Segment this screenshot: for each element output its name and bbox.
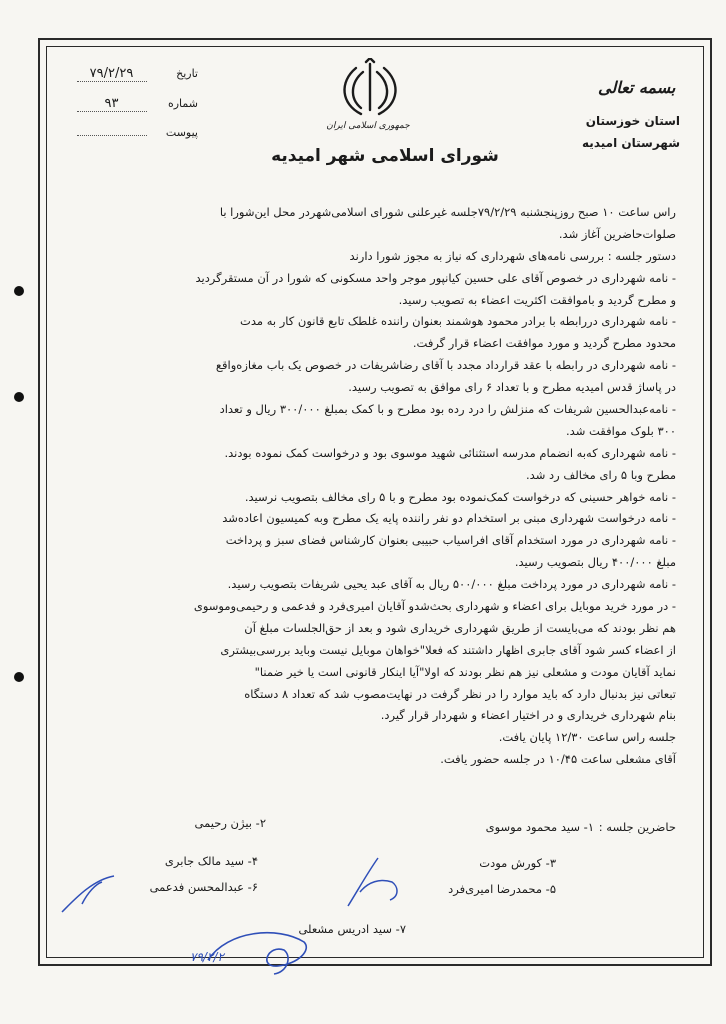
punch-hole bbox=[14, 286, 24, 296]
attendee: ۳- کورش مودت bbox=[479, 856, 556, 870]
province-label: استان خوزستان bbox=[585, 114, 680, 128]
body-line: - نامه شهرداری در رابطه با عقد قرارداد مجدد با آقای رضاشریفات در خصوص یک باب مغازه‌واقع bbox=[215, 358, 676, 373]
body-line: - در مورد خرید موبایل برای اعضاء و شهرداری بحث‌شدو آقایان امیری‌فرد و فدعمی و رحیمی‌وموسوی bbox=[193, 599, 676, 614]
number-value: ۹۳ bbox=[77, 96, 147, 112]
body-line: - نامه شهرداری در مورد استخدام آقای افراسیاب حبیبی بعنوان کارشناس فضای سبز و پرداخت bbox=[225, 533, 676, 548]
date-field bbox=[58, 66, 198, 82]
council-title: شورای اسلامی شهر امیدیه bbox=[271, 146, 499, 166]
signature-icon bbox=[340, 852, 410, 914]
county-label: شهرستان امیدیه bbox=[582, 136, 680, 150]
body-line: نماید آقایان مودت و مشعلی نیز هم نظر بودند که اولا"آیا اینکار قانونی است یا خیر ضمنا" bbox=[254, 664, 676, 679]
attendee: ۶- عبدالمحسن فدعمی bbox=[149, 880, 258, 894]
punch-hole bbox=[14, 672, 24, 682]
body-line: - نامه خواهر حسینی که درخواست کمک‌نموده بود مطرح و با ۵ رای مخالف بتصویب نرسید. bbox=[244, 489, 676, 504]
body-line: بنام شهرداری خریداری و در اختیار اعضاء و شهردار قرار گیرد. bbox=[380, 708, 676, 723]
body-line: از اعضاء کسر شود آقای جابری اظهار داشتند که فعلا"خواهان موبایل نیست وباید بررسی‌بیشتری bbox=[220, 642, 676, 657]
body-line: مبلغ ۴۰۰/۰۰۰ ریال بتصویب رسید. bbox=[514, 555, 676, 570]
body-line: جلسه راس ساعت ۱۲/۳۰ پایان یافت. bbox=[498, 730, 676, 745]
minutes-body bbox=[62, 202, 676, 771]
number-field bbox=[58, 96, 198, 112]
date-value: ۷۹/۲/۲۹ bbox=[77, 66, 147, 82]
attendee: ۵- محمدرضا امیری‌فرد bbox=[448, 882, 556, 896]
body-line: - نامه شهرداری در خصوص آقای علی حسین کیانپور موجر واحد مسکونی که شورا در آن مستقرگردید bbox=[195, 270, 676, 285]
emblem-caption: جمهوری اسلامی ایران bbox=[326, 121, 410, 131]
punch-hole bbox=[14, 392, 24, 402]
attendee: ۴- سید مالک جابری bbox=[164, 854, 258, 868]
body-line: آقای مشعلی ساعت ۱۰/۴۵ در جلسه حضور یافت. bbox=[440, 752, 676, 767]
attendee: ۷- سید ادریس مشعلی bbox=[298, 922, 406, 936]
body-line: محدود مطرح گردید و مورد موافقت اعضاء قرار گرفت. bbox=[412, 336, 676, 351]
date-label: تاریخ bbox=[176, 67, 198, 80]
attendee: ۲- بیژن رحیمی bbox=[194, 816, 266, 830]
body-line: ۳۰۰ بلوک موافقت شد. bbox=[566, 423, 676, 438]
attachment-field bbox=[58, 126, 198, 139]
attendee: ۱- سید محمود موسوی bbox=[485, 820, 594, 834]
body-line: - نامه‌عبدالحسین شریفات که منزلش را درد رده بود مطرح و با کمک بمبلغ ۳۰۰/۰۰۰ ریال و تعداد bbox=[219, 402, 676, 417]
calligraphy-logo: بسمه تعالی bbox=[598, 78, 676, 97]
body-line: و مطرح گردید و باموافقت اکثریت اعضاء به تصویب رسید. bbox=[398, 292, 676, 307]
iran-emblem-icon bbox=[335, 58, 405, 122]
body-line: - نامه شهرداری در مورد پرداخت مبلغ ۵۰۰/۰۰۰ ریال به آقای عبد یحیی شریفات بتصویب رسید. bbox=[227, 577, 676, 592]
number-label: شماره bbox=[167, 97, 198, 110]
attachment-label: پیوست bbox=[165, 126, 198, 139]
attachment-value bbox=[77, 135, 147, 136]
body-line: راس ساعت ۱۰ صبح روزپنجشنبه ۷۹/۲/۲۹جلسه غیرعلنی شورای اسلامی‌شهردر محل این‌شورا با bbox=[219, 205, 676, 219]
body-line: - نامه درخواست شهرداری مبنی بر استخدام دو نفر راننده پایه یک مطرح وبه کمیسیون اعاده‌شد bbox=[222, 511, 676, 526]
body-line: صلوات‌حاضرین آغاز شد. bbox=[558, 226, 676, 241]
body-line: در پاساژ قدس امیدیه مطرح و با تعداد ۶ رای موافق به تصویب رسید. bbox=[348, 380, 676, 395]
body-line: دستور جلسه : بررسی نامه‌های شهرداری که نیاز به مجوز شورا دارند bbox=[349, 248, 676, 263]
body-line: - نامه شهرداری که‌به انضمام مدرسه استثنائی شهید موسوی بود و درخواست کمک نموده بودند. bbox=[224, 445, 676, 460]
attendees-label: حاضرین جلسه : bbox=[598, 820, 676, 834]
body-line: تبعاتی نیز بدنبال دارد که باید موارد را در نظر گرفت در نهایت‌مصوب شد که تعداد ۸ دستگاه bbox=[244, 686, 676, 701]
body-line: هم نظر بودند که می‌بایست از طریق شهرداری خریداری شود و بعد از حق‌الجلسات مبلغ آن bbox=[244, 620, 676, 635]
body-line: مطرح وبا ۵ رای مخالف رد شد. bbox=[526, 467, 676, 482]
body-line: - نامه شهرداری دررابطه با برادر محمود هوشمند بعنوان راننده غلطک تابع قانون کار به مدت bbox=[240, 314, 676, 329]
signature-date: ۷۹/۲/۲ bbox=[190, 950, 224, 964]
signature-icon bbox=[52, 870, 122, 920]
